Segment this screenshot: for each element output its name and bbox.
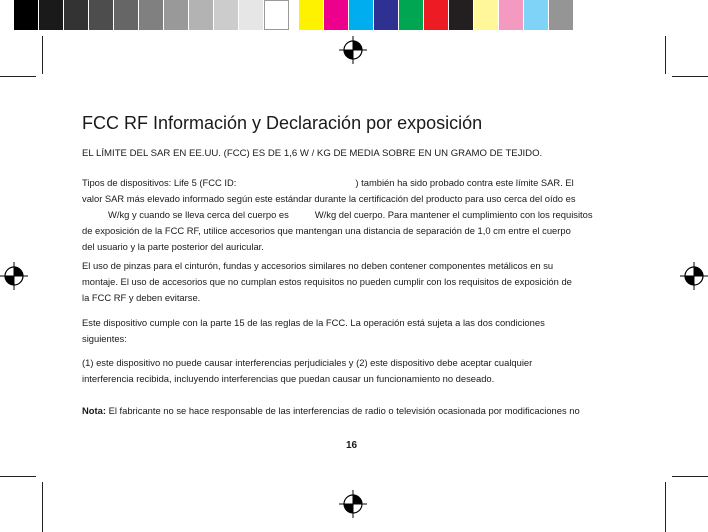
crop-mark-top-right [665,36,666,74]
text-line: siguientes: [82,333,127,344]
swatch-gap [289,0,299,30]
crop-mark-bottom-right [665,482,666,532]
registration-mark-icon [339,490,367,518]
page-title: FCC RF Información y Declaración por exposición [82,113,483,133]
color-swatch [399,0,424,30]
color-calibration-bar [14,0,574,30]
color-swatch [189,0,214,30]
color-swatch [239,0,264,30]
crop-mark-bottom-left [42,482,43,532]
text-line: del usuario y la parte posterior del auricular. [82,241,264,252]
color-swatch [264,0,289,30]
sar-limit-heading: EL LÍMITE DEL SAR EN EE.UU. (FCC) ES DE 1,6 W / KG DE MEDIA SOBRE EN UN GRAMO DE TEJIDO. [82,148,543,159]
text-line: El uso de pinzas para el cinturón, fundas y accesorios similares no deben contener componentes metálicos en su [82,260,554,271]
text-line: montaje. El uso de accesorios que no cumplan estos requisitos no pueden cumplir con los requisitos de exposición de [82,276,572,287]
color-swatch [299,0,324,30]
registration-mark-icon [0,262,28,290]
color-swatch [214,0,239,30]
paragraph-conditions [82,355,642,387]
text-line: (1) este dispositivo no puede causar interferencias perjudiciales y (2) este dispositivo debe aceptar cualquier [82,357,533,368]
color-swatch [374,0,399,30]
crop-mark-top-left [42,36,43,74]
color-swatch [64,0,89,30]
paragraph-belt-clips [82,258,642,306]
text-line: Este dispositivo cumple con la parte 15 de las reglas de la FCC. La operación está sujeta a las dos condiciones [82,317,545,328]
text-line: W/kg del cuerpo. Para mantener el cumplimiento con los requisitos [314,209,593,220]
color-swatch [14,0,39,30]
text-line: interferencia recibida, incluyendo interferencias que puedan causar un funcionamiento no deseado. [82,373,495,384]
color-swatch [324,0,349,30]
crop-mark-top-right-h [672,76,708,77]
color-swatch [424,0,449,30]
paragraph-part-15 [82,315,642,347]
color-swatch [39,0,64,30]
color-swatch [164,0,189,30]
text-line: ) también ha sido probado contra este límite SAR. El [355,177,574,188]
color-swatch [474,0,499,30]
registration-mark-icon [680,262,708,290]
paragraph-note [82,403,642,419]
text-line: valor SAR más elevado informado según este estándar durante la certificación del producto para uso cerca del oído es [82,193,576,204]
color-swatch [524,0,549,30]
note-label: Nota: [82,405,106,416]
color-swatch [549,0,574,30]
text-line: W/kg y cuando se lleva cerca del cuerpo es [108,209,289,220]
page-number: 16 [346,440,358,451]
color-swatch [449,0,474,30]
note-text: El fabricante no se hace responsable de las interferencias de radio o televisión ocasionada por modificaciones no [105,405,580,416]
crop-mark-bottom-left-h [0,476,36,477]
color-swatch [114,0,139,30]
color-swatch [499,0,524,30]
text-line: la FCC RF y deben evitarse. [82,292,201,303]
registration-mark-icon [339,36,367,64]
crop-mark-top-left-h [0,76,36,77]
color-swatch [89,0,114,30]
color-swatch [349,0,374,30]
paragraph-device-types [82,175,642,255]
color-swatch [139,0,164,30]
crop-mark-bottom-right-h [672,476,708,477]
text-line: de exposición de la FCC RF, utilice accesorios que mantengan una distancia de separación de 1,0 cm entre el cuerpo [82,225,571,236]
text-line: Tipos de dispositivos: Life 5 (FCC ID: [82,177,237,188]
